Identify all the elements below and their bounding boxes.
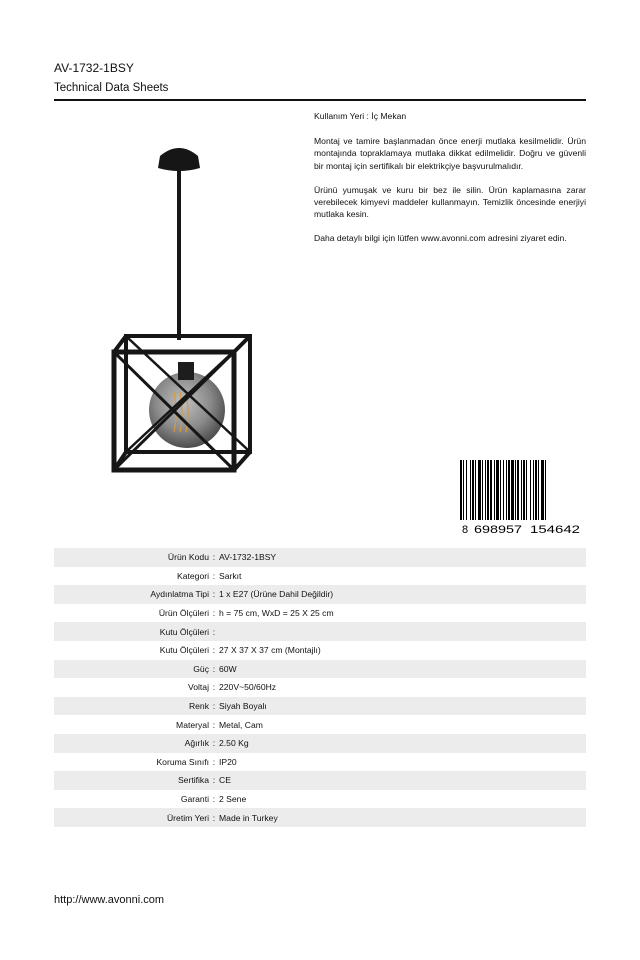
- barcode-right-digits: 154642: [530, 524, 580, 536]
- barcode-bar: [508, 460, 510, 520]
- spec-value: AV-1732-1BSY: [219, 552, 277, 563]
- spec-separator: :: [212, 552, 216, 563]
- barcode-bar: [500, 460, 501, 520]
- spec-label: Renk: [188, 701, 209, 712]
- barcode-bar: [521, 460, 522, 520]
- barcode-bar: [485, 460, 486, 520]
- usage-location: Kullanım Yeri : İç Mekan: [314, 111, 407, 121]
- spec-value: 220V~50/60Hz: [219, 682, 277, 693]
- pendant-lamp-illustration: [108, 140, 258, 480]
- barcode-bar: [482, 460, 483, 520]
- description-paragraph-2: Ürünü yumuşak ve kuru bir bez ile silin. Ürün kaplamasına zarar verebilecek kimyevi maddeler kullanmayın. Temizlik öncesinde enerjiyi mutlaka kesin.: [314, 184, 586, 220]
- spec-value: IP20: [219, 756, 237, 767]
- description-paragraph-1: Montaj ve tamire başlanmadan önce enerji mutlaka kesilmelidir. Ürün montajında topraklamaya mutlaka dikkat edilmelidir. Doğru ve güvenli bir montaj için sertifikalı bir elektrikçiye başvurulmalıdır.: [314, 136, 586, 171]
- spec-row: [54, 604, 586, 623]
- barcode-bar: [523, 460, 525, 520]
- spec-row: [54, 548, 586, 567]
- spec-value: Sarkıt: [219, 570, 242, 581]
- spec-separator: :: [212, 756, 216, 767]
- spec-row: [54, 790, 586, 809]
- spec-label: Voltaj: [187, 682, 209, 693]
- barcode-digits: [458, 522, 586, 536]
- spec-row: [54, 734, 586, 753]
- barcode-bar: [515, 460, 516, 520]
- spec-label: Üretim Yeri: [166, 812, 209, 823]
- barcode-bar: [517, 460, 519, 520]
- barcode-bar: [460, 460, 462, 520]
- spec-separator: :: [212, 738, 216, 749]
- spec-value: Siyah Boyalı: [219, 701, 267, 712]
- spec-value: Metal, Cam: [219, 719, 263, 730]
- spec-label: Kutu Ölçüleri: [159, 645, 209, 656]
- barcode-bar: [463, 460, 464, 520]
- barcode-bar: [506, 460, 507, 520]
- spec-row: [54, 622, 586, 641]
- footer-url: http://www.avonni.com: [54, 894, 165, 906]
- spec-value: 2.50 Kg: [219, 738, 249, 749]
- spec-separator: :: [212, 812, 216, 823]
- spec-label: Ürün Kodu: [167, 552, 209, 563]
- spec-value: h = 75 cm, WxD = 25 X 25 cm: [219, 608, 334, 619]
- barcode-first-digit: 8: [462, 524, 469, 536]
- header-divider: [54, 99, 586, 101]
- barcode-bar: [494, 460, 495, 520]
- spec-label: Güç: [193, 663, 209, 674]
- spec-row: [54, 697, 586, 716]
- spec-row: [54, 771, 586, 790]
- spec-value: 27 X 37 X 37 cm (Montajlı): [219, 645, 321, 656]
- spec-row: [54, 585, 586, 604]
- description-block: [314, 110, 586, 257]
- spec-separator: :: [212, 775, 216, 786]
- barcode-bar: [541, 460, 544, 520]
- spec-separator: :: [212, 570, 216, 581]
- spec-row: [54, 567, 586, 586]
- spec-row: [54, 715, 586, 734]
- spec-separator: :: [212, 701, 216, 712]
- spec-value: Made in Turkey: [219, 812, 278, 823]
- spec-label: Kutu Ölçüleri: [159, 626, 209, 637]
- barcode-bar: [526, 460, 527, 520]
- barcode-bar: [533, 460, 534, 520]
- barcode-bar: [475, 460, 476, 520]
- spec-value: 60W: [219, 663, 237, 674]
- spec-separator: :: [212, 626, 216, 637]
- spec-label: Aydınlatma Tipi: [150, 589, 209, 600]
- description-paragraph-3: Daha detaylı bilgi için lütfen www.avonni.com adresini ziyaret edin.: [314, 233, 567, 244]
- spec-label: Kategori: [176, 570, 209, 581]
- spec-value: 1 x E27 (Ürüne Dahil Değildir): [219, 589, 334, 600]
- barcode-bar: [545, 460, 546, 520]
- barcode-bar: [478, 460, 481, 520]
- spec-label: Koruma Sınıfı: [156, 756, 209, 767]
- document-header: [54, 60, 586, 101]
- barcode-bar: [487, 460, 489, 520]
- product-code-heading: AV-1732-1BSY: [54, 61, 134, 75]
- barcode-left-digits: 698957: [474, 524, 522, 536]
- barcode-bar: [496, 460, 499, 520]
- spec-separator: :: [212, 794, 216, 805]
- barcode-bar: [511, 460, 514, 520]
- barcode-bar: [472, 460, 474, 520]
- spec-value: 2 Sene: [219, 794, 247, 805]
- spec-separator: :: [212, 608, 216, 619]
- spec-separator: :: [212, 589, 216, 600]
- barcode-bar: [530, 460, 531, 520]
- spec-row: [54, 660, 586, 679]
- barcode-bar: [538, 460, 539, 520]
- document-subtitle: Technical Data Sheets: [54, 82, 169, 94]
- product-image: [108, 140, 258, 480]
- barcode-bar: [535, 460, 537, 520]
- barcode-bar: [466, 460, 467, 520]
- barcode-bar: [470, 460, 471, 520]
- spec-label: Sertifika: [177, 775, 209, 786]
- spec-label: Materyal: [176, 719, 209, 730]
- spec-separator: :: [212, 645, 216, 656]
- barcode-bar: [490, 460, 492, 520]
- spec-row: [54, 753, 586, 772]
- spec-label: Ağırlık: [184, 738, 209, 749]
- barcode-bar: [503, 460, 504, 520]
- spec-label: Garanti: [180, 794, 209, 805]
- spec-separator: :: [212, 663, 216, 674]
- spec-row: [54, 641, 586, 660]
- barcode: [458, 460, 586, 536]
- spec-row: [54, 808, 586, 827]
- spec-label: Ürün Ölçüleri: [158, 608, 209, 619]
- barcode-bars: [458, 460, 586, 522]
- spec-separator: :: [212, 719, 216, 730]
- spec-row: [54, 678, 586, 697]
- spec-value: CE: [219, 775, 231, 786]
- spec-separator: :: [212, 682, 216, 693]
- spec-table: [54, 548, 586, 827]
